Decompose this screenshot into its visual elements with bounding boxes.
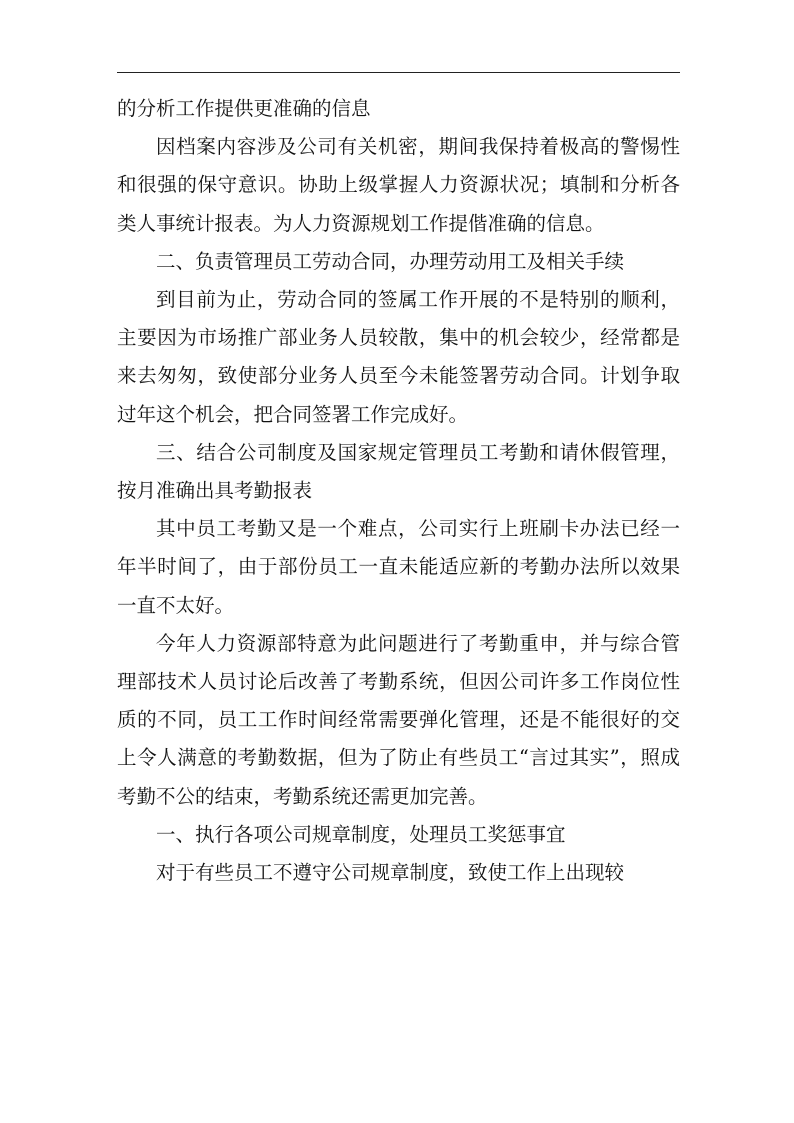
header-rule — [117, 72, 680, 73]
paragraph-4: 其中员工考勤又是一个难点，公司实行上班刷卡办法已经一年半时间了，由于部份员工一直未能适应新的考勤办法所以效果一直不太好。 — [117, 517, 680, 617]
section-heading-3: 三、结合公司制度及国家规定管理员工考勤和请休假管理，按月准确出具考勤报表 — [117, 440, 680, 503]
paragraph-1: 的分析工作提供更准确的信息 — [117, 97, 371, 120]
document-body — [117, 90, 680, 892]
paragraph-3: 到目前为止，劳动合同的签属工作开展的不是特别的顺利，主要因为市场推广部业务人员较散，集中的机会较少，经常都是来去匆匆，致使部分业务人员至今未能签署劳动合同。计划争取过年这个机会，把合同签署工作完成好。 — [117, 288, 680, 426]
paragraph-5: 今年人力资源部特意为此问题进行了考勤重申，并与综合管理部技术人员讨论后改善了考勤系统，但因公司许多工作岗位性质的不同，员工工作时间经常需要弹化管理，还是不能很好的交上令人满意的考勤数据，但为了防止有些员工“言过其实”，照成考勤不公的结束，考勤系统还需更加完善。 — [117, 631, 680, 808]
paragraph-2: 因档案内容涉及公司有关机密，期间我保持着极高的警惕性和很强的保守意识。协助上级掌握人力资源状况；填制和分析各类人事统计报表。为人力资源规划工作提偕准确的信息。 — [117, 135, 680, 235]
section-heading-2: 二、负责管理员工劳动合同，办理劳动用工及相关手续 — [156, 249, 625, 273]
section-heading-1: 一、执行各项公司规章制度，处理员工奖惩事宜 — [156, 822, 566, 846]
paragraph-6: 对于有些员工不遵守公司规章制度，致使工作上出现较 — [156, 861, 625, 885]
